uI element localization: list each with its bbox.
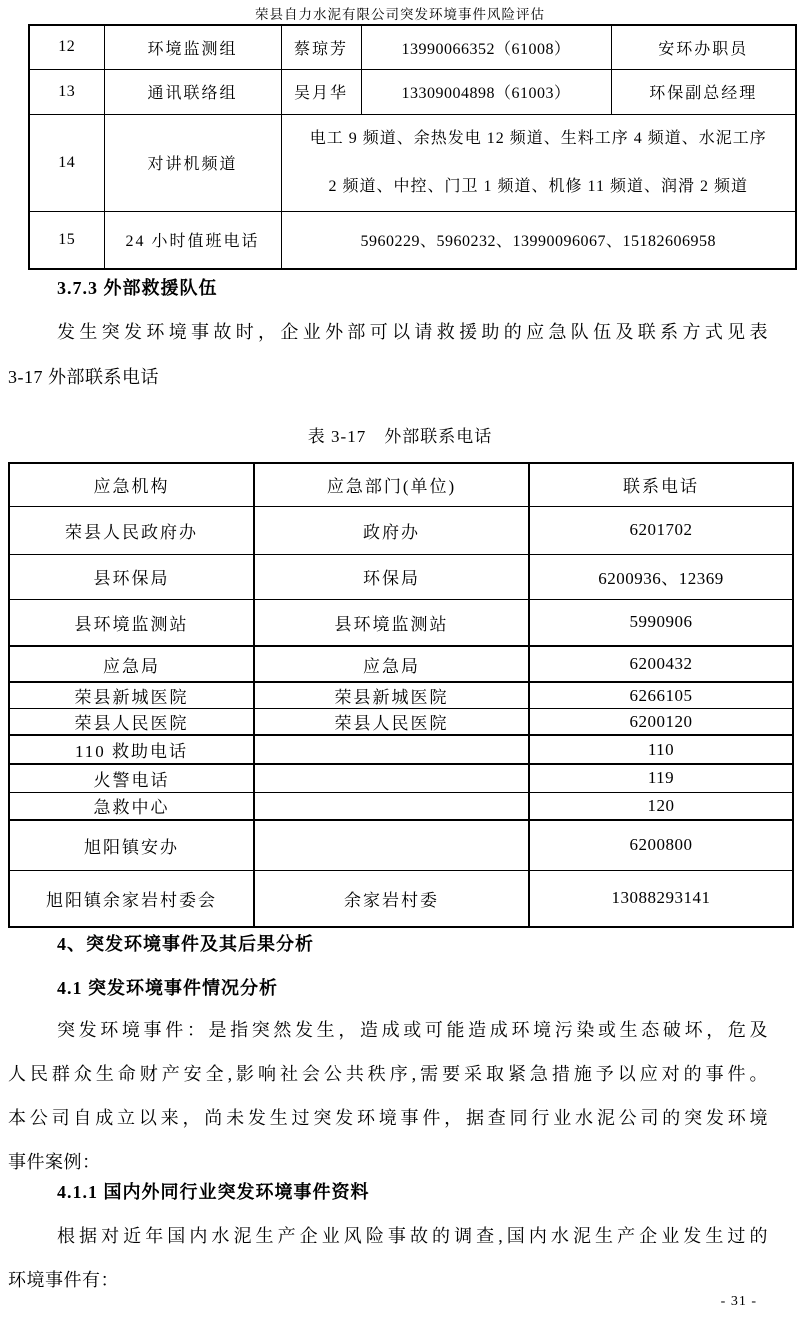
- table-row: [9, 764, 793, 792]
- department-cell: 荣县人民医院: [254, 709, 529, 736]
- department-cell: 县环境监测站: [254, 599, 529, 646]
- agency-cell: 荣县人民政府办: [9, 506, 254, 554]
- department-cell: 余家岩村委: [254, 870, 529, 927]
- table-header-row: [9, 463, 793, 506]
- phone-cell: 13088293141: [529, 870, 793, 927]
- external-contacts-table: [8, 462, 794, 928]
- internal-contacts-table: [28, 24, 797, 270]
- paragraph-line: 人民群众生命财产安全,影响社会公共秩序,需要采取紧急措施予以应对的事件。: [8, 1064, 768, 1084]
- phone-cell: 13990066352（61008）: [361, 25, 611, 69]
- table-row: [9, 709, 793, 736]
- header-cell: 应急部门(单位): [254, 463, 529, 506]
- group-cell: 环境监测组: [104, 25, 281, 69]
- section-373-heading: 3.7.3 外部救援队伍: [57, 278, 218, 298]
- agency-cell: 县环境监测站: [9, 599, 254, 646]
- agency-cell: 旭阳镇安办: [9, 820, 254, 870]
- phone-cell: 120: [529, 792, 793, 820]
- table-row: [9, 646, 793, 682]
- phone-cell: 110: [529, 735, 793, 764]
- phone-cell: 5990906: [529, 599, 793, 646]
- paragraph-line: 根据对近年国内水泥生产企业风险事故的调查,国内水泥生产企业发生过的: [57, 1226, 768, 1246]
- agency-cell: 火警电话: [9, 764, 254, 792]
- header-cell: 联系电话: [529, 463, 793, 506]
- table-row: [9, 792, 793, 820]
- section-411-heading: 4.1.1 国内外同行业突发环境事件资料: [57, 1182, 370, 1202]
- agency-cell: 县环保局: [9, 554, 254, 599]
- section-4-heading: 4、突发环境事件及其后果分析: [57, 934, 314, 954]
- phone-cell: 13309004898（61003）: [361, 69, 611, 114]
- table-row: [9, 506, 793, 554]
- header-cell: 应急机构: [9, 463, 254, 506]
- table-row: [29, 25, 796, 69]
- table-row: [9, 735, 793, 764]
- agency-cell: 110 救助电话: [9, 735, 254, 764]
- table-row: [9, 599, 793, 646]
- group-cell: 24 小时值班电话: [104, 211, 281, 269]
- page-number: - 31 -: [720, 1294, 757, 1309]
- table-317-caption: 表 3-17 外部联系电话: [307, 427, 493, 446]
- department-cell: [254, 764, 529, 792]
- department-cell: [254, 792, 529, 820]
- phone-cell: 119: [529, 764, 793, 792]
- person-cell: 吴月华: [281, 69, 361, 114]
- paragraph-line: 环境事件有：: [8, 1270, 119, 1290]
- agency-cell: 急救中心: [9, 792, 254, 820]
- table-row: [29, 211, 796, 269]
- phone-cell: 6200120: [529, 709, 793, 736]
- phone-cell: 6200936、12369: [529, 554, 793, 599]
- department-cell: 荣县新城医院: [254, 682, 529, 709]
- channels-cell: [281, 114, 796, 211]
- title-cell: 安环办职员: [611, 25, 796, 69]
- table-row: [9, 870, 793, 927]
- paragraph-line: 发生突发环境事故时，企业外部可以请救援助的应急队伍及联系方式见表: [57, 322, 768, 342]
- department-cell: 环保局: [254, 554, 529, 599]
- person-cell: 蔡琼芳: [281, 25, 361, 69]
- row-number-cell: 14: [29, 114, 104, 211]
- table-row: [9, 682, 793, 709]
- phone-cell: 6200800: [529, 820, 793, 870]
- group-cell: 对讲机频道: [104, 114, 281, 211]
- channels-line: 电工 9 频道、余热发电 12 频道、生料工序 4 频道、水泥工序: [309, 129, 767, 147]
- section-41-heading: 4.1 突发环境事件情况分析: [57, 978, 278, 998]
- department-cell: 应急局: [254, 646, 529, 682]
- agency-cell: 旭阳镇余家岩村委会: [9, 870, 254, 927]
- paragraph-line: 3-17 外部联系电话: [8, 367, 159, 387]
- row-number-cell: 12: [29, 25, 104, 69]
- table-row: [9, 554, 793, 599]
- duty-phones-cell: 5960229、5960232、13990096067、15182606958: [281, 211, 796, 269]
- paragraph-line: 本公司自成立以来，尚未发生过突发环境事件，据查同行业水泥公司的突发环境: [8, 1108, 768, 1128]
- table-row: [9, 820, 793, 870]
- channels-line: 2 频道、中控、门卫 1 频道、机修 11 频道、润滑 2 频道: [328, 177, 748, 195]
- phone-cell: 6200432: [529, 646, 793, 682]
- page-header-title: 荣县自力水泥有限公司突发环境事件风险评估: [255, 7, 545, 22]
- phone-cell: 6266105: [529, 682, 793, 709]
- agency-cell: 荣县新城医院: [9, 682, 254, 709]
- paragraph-line: 突发环境事件：是指突然发生，造成或可能造成环境污染或生态破坏，危及: [57, 1020, 768, 1040]
- department-cell: [254, 735, 529, 764]
- paragraph-line: 事件案例：: [8, 1152, 101, 1172]
- agency-cell: 应急局: [9, 646, 254, 682]
- title-cell: 环保副总经理: [611, 69, 796, 114]
- table-row: [29, 69, 796, 114]
- group-cell: 通讯联络组: [104, 69, 281, 114]
- agency-cell: 荣县人民医院: [9, 709, 254, 736]
- row-number-cell: 15: [29, 211, 104, 269]
- department-cell: 政府办: [254, 506, 529, 554]
- row-number-cell: 13: [29, 69, 104, 114]
- table-row: [29, 114, 796, 211]
- phone-cell: 6201702: [529, 506, 793, 554]
- department-cell: [254, 820, 529, 870]
